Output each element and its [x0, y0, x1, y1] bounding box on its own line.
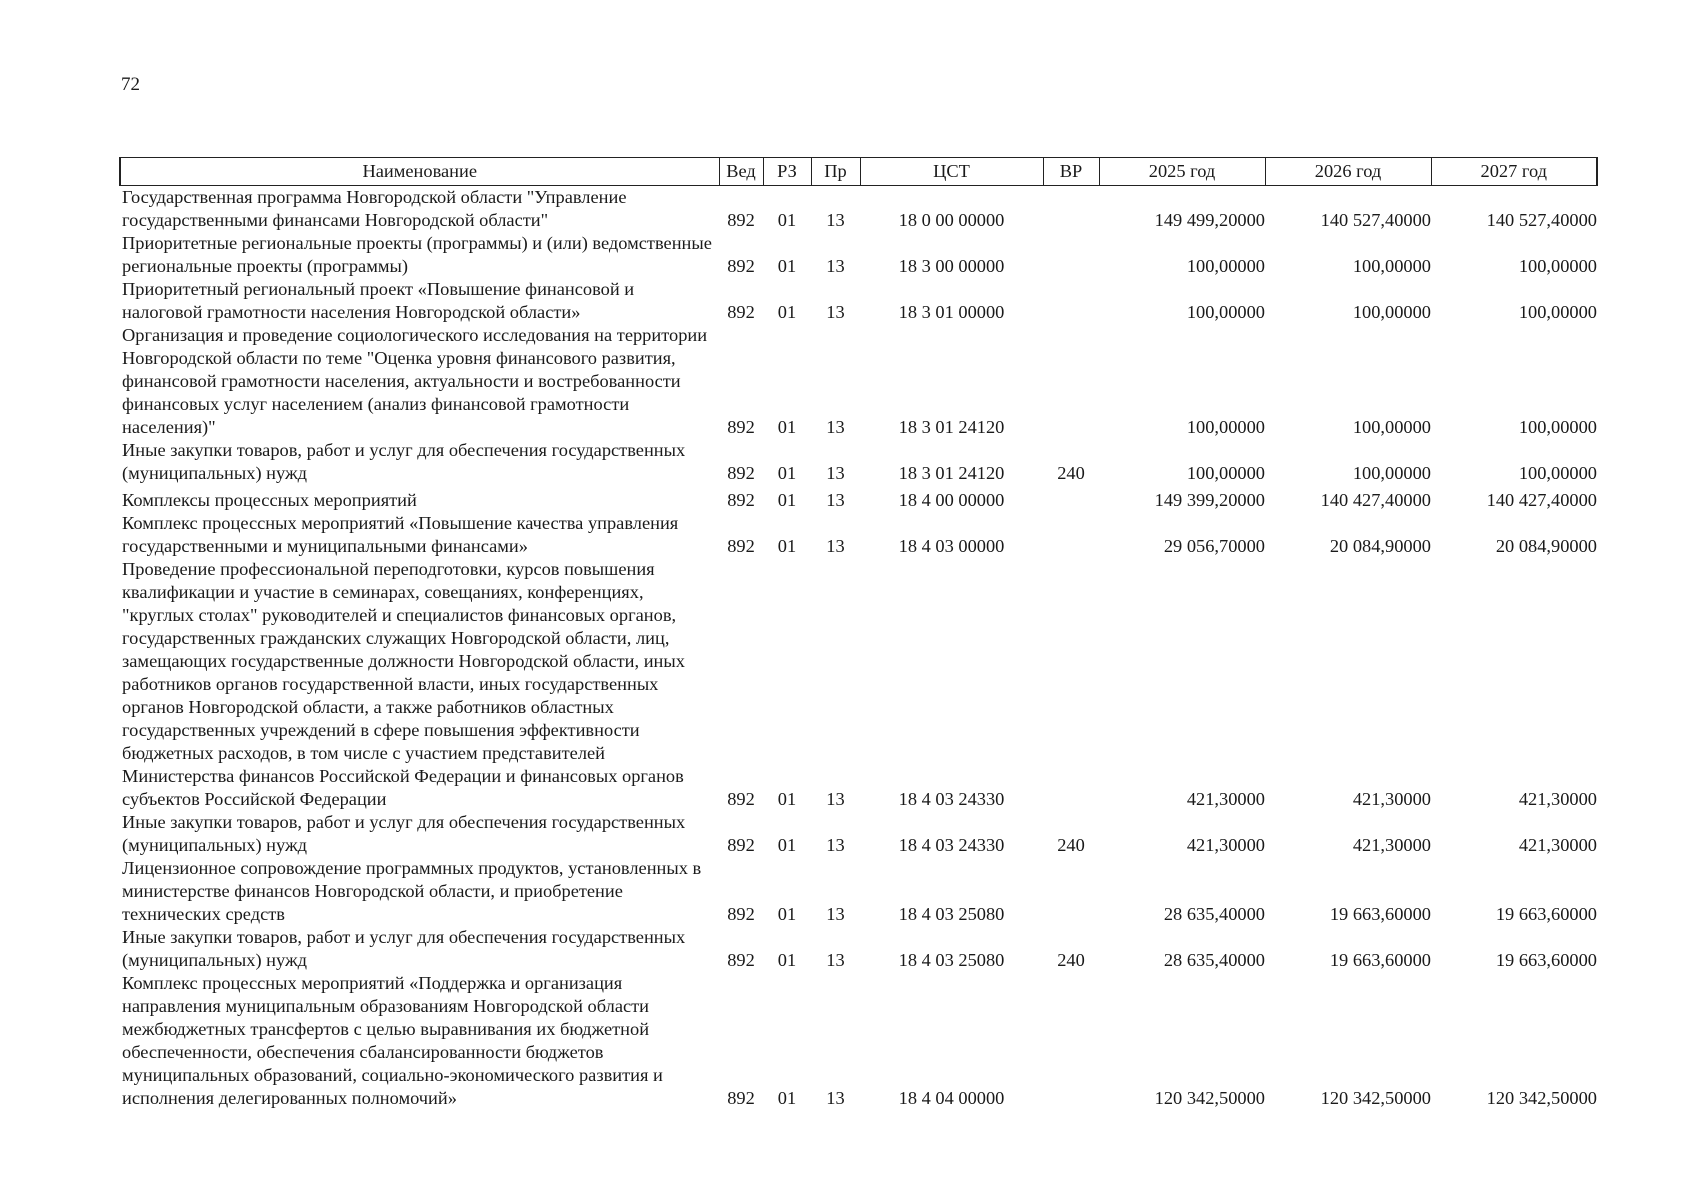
cell-name: Комплексы процессных мероприятий — [122, 490, 417, 510]
cell-pr: 13 — [826, 904, 845, 924]
header-2025: 2025 год — [1099, 158, 1265, 186]
cell-vr — [1043, 485, 1099, 512]
cell-2026: 100,00000 — [1352, 463, 1431, 483]
cell-pr: 13 — [826, 835, 845, 855]
cell-rz: 01 — [777, 417, 797, 437]
cell-2027: 19 663,60000 — [1495, 950, 1597, 970]
cell-vr — [1043, 232, 1099, 278]
cell-2026: 140 427,40000 — [1320, 490, 1431, 510]
table-row — [120, 972, 1597, 1110]
table-row — [120, 232, 1597, 278]
table-row — [120, 811, 1597, 857]
header-pr: Пр — [811, 158, 860, 186]
header-2026: 2026 год — [1265, 158, 1431, 186]
cell-vr — [1043, 278, 1099, 324]
cell-2026: 19 663,60000 — [1329, 950, 1431, 970]
cell-2027: 421,30000 — [1518, 835, 1597, 855]
cell-name: Иные закупки товаров, работ и услуг для обеспечения государственных (муниципальных) нужд — [122, 812, 686, 855]
cell-rz: 01 — [777, 463, 797, 483]
header-name: Наименование — [120, 158, 719, 186]
table-row — [120, 926, 1597, 972]
cell-2026: 421,30000 — [1352, 789, 1431, 809]
cell-vr — [1043, 558, 1099, 811]
cell-pr: 13 — [826, 256, 845, 276]
cell-2026: 20 084,90000 — [1329, 536, 1431, 556]
cell-rz: 01 — [777, 256, 797, 276]
cell-2027: 100,00000 — [1518, 463, 1597, 483]
cell-pr: 13 — [826, 463, 845, 483]
cell-ved: 892 — [727, 210, 755, 230]
cell-cst: 18 4 03 24330 — [898, 789, 1005, 809]
table-row — [120, 186, 1597, 233]
cell-ved: 892 — [727, 904, 755, 924]
cell-vr: 240 — [1057, 463, 1085, 483]
cell-rz: 01 — [777, 904, 797, 924]
cell-rz: 01 — [777, 1088, 797, 1108]
table-row — [120, 485, 1597, 512]
cell-name: Организация и проведение социологического исследования на территории Новгородской области по теме "Оценка уровня финансового развития, финансовой грамотности населения, актуальности и востребованности финансовых услуг населением (анализ финансовой грамотности населения)" — [122, 325, 708, 437]
cell-cst: 18 4 03 25080 — [898, 950, 1005, 970]
cell-name: Приоритетный региональный проект «Повышение финансовой и налоговой грамотности населения Новгородской области» — [122, 279, 635, 322]
cell-rz: 01 — [777, 210, 797, 230]
cell-2025: 100,00000 — [1186, 256, 1265, 276]
cell-2026: 421,30000 — [1352, 835, 1431, 855]
cell-2025: 120 342,50000 — [1154, 1088, 1265, 1108]
table-row — [120, 558, 1597, 811]
cell-cst: 18 3 01 24120 — [898, 417, 1005, 437]
cell-vr: 240 — [1057, 950, 1085, 970]
cell-2027: 100,00000 — [1518, 302, 1597, 322]
cell-name: Комплекс процессных мероприятий «Поддержка и организация направления муниципальным образованиям Новгородской области межбюджетных трансфертов с целью выравнивания их бюджетной обеспеченности, обеспечения сбалансированности бюджетов муниципальных образований, социально-экономического развития и исполнения делегированных полномочий» — [122, 973, 663, 1108]
cell-2025: 100,00000 — [1186, 463, 1265, 483]
cell-vr — [1043, 972, 1099, 1110]
header-cst: ЦСТ — [860, 158, 1043, 186]
cell-2027: 421,30000 — [1518, 789, 1597, 809]
cell-vr — [1043, 857, 1099, 926]
cell-pr: 13 — [826, 1088, 845, 1108]
table-row — [120, 439, 1597, 485]
cell-2025: 421,30000 — [1186, 835, 1265, 855]
table-body — [120, 186, 1597, 1111]
cell-ved: 892 — [727, 536, 755, 556]
cell-ved: 892 — [727, 1088, 755, 1108]
cell-name: Иные закупки товаров, работ и услуг для обеспечения государственных (муниципальных) нужд — [122, 927, 686, 970]
cell-2027: 140 427,40000 — [1486, 490, 1597, 510]
cell-vr — [1043, 512, 1099, 558]
cell-ved: 892 — [727, 789, 755, 809]
cell-2027: 120 342,50000 — [1486, 1088, 1597, 1108]
page-number: 72 — [121, 74, 140, 95]
cell-name: Проведение профессиональной переподготовки, курсов повышения квалификации и участие в семинарах, совещаниях, конференциях, "круглых столах" руководителей и специалистов финансовых органов, государственных гражданских служащих Новгородской области, лиц, замещающих государственные должности Новгородской области, иных работников органов государственной власти, иных государственных органов Новгородской области, а также работников областных государственных учреждений в сфере повышения эффективности бюджетных расходов, в том числе с участием представителей Министерства финансов Российской Федерации и финансовых органов субъектов Российской Федерации — [122, 559, 685, 809]
cell-rz: 01 — [777, 950, 797, 970]
cell-2026: 100,00000 — [1352, 256, 1431, 276]
cell-cst: 18 3 01 00000 — [898, 302, 1005, 322]
cell-2026: 100,00000 — [1352, 302, 1431, 322]
cell-2025: 421,30000 — [1186, 789, 1265, 809]
cell-pr: 13 — [826, 417, 845, 437]
cell-pr: 13 — [826, 950, 845, 970]
cell-2027: 20 084,90000 — [1495, 536, 1597, 556]
cell-rz: 01 — [777, 490, 797, 510]
table-header — [120, 158, 1597, 186]
cell-2027: 100,00000 — [1518, 417, 1597, 437]
cell-rz: 01 — [777, 302, 797, 322]
cell-name: Государственная программа Новгородской области "Управление государственными финансами Новгородской области" — [122, 187, 627, 230]
cell-2025: 28 635,40000 — [1163, 904, 1265, 924]
cell-rz: 01 — [777, 789, 797, 809]
cell-2025: 149 399,20000 — [1154, 490, 1265, 510]
table-row — [120, 857, 1597, 926]
cell-ved: 892 — [727, 950, 755, 970]
cell-name: Иные закупки товаров, работ и услуг для обеспечения государственных (муниципальных) нужд — [122, 440, 686, 483]
cell-cst: 18 3 01 24120 — [898, 463, 1005, 483]
cell-name: Лицензионное сопровождение программных продуктов, установленных в министерстве финансов Новгородской области, и приобретение технических средств — [122, 858, 702, 924]
cell-vr — [1043, 324, 1099, 439]
cell-ved: 892 — [727, 256, 755, 276]
cell-2025: 29 056,70000 — [1163, 536, 1265, 556]
cell-2025: 149 499,20000 — [1154, 210, 1265, 230]
cell-2026: 140 527,40000 — [1320, 210, 1431, 230]
cell-ved: 892 — [727, 302, 755, 322]
table-row — [120, 324, 1597, 439]
table-row — [120, 512, 1597, 558]
cell-ved: 892 — [727, 417, 755, 437]
cell-name: Комплекс процессных мероприятий «Повышение качества управления государственными и муниципальными финансами» — [122, 513, 679, 556]
cell-pr: 13 — [826, 490, 845, 510]
cell-2027: 19 663,60000 — [1495, 904, 1597, 924]
cell-name: Приоритетные региональные проекты (программы) и (или) ведомственные региональные проекты (программы) — [122, 233, 712, 276]
cell-2026: 19 663,60000 — [1329, 904, 1431, 924]
cell-cst: 18 4 03 25080 — [898, 904, 1005, 924]
cell-rz: 01 — [777, 536, 797, 556]
cell-2025: 100,00000 — [1186, 417, 1265, 437]
cell-ved: 892 — [727, 835, 755, 855]
cell-pr: 13 — [826, 789, 845, 809]
cell-cst: 18 4 03 24330 — [898, 835, 1005, 855]
cell-cst: 18 3 00 00000 — [898, 256, 1005, 276]
cell-pr: 13 — [826, 302, 845, 322]
cell-ved: 892 — [727, 463, 755, 483]
cell-pr: 13 — [826, 210, 845, 230]
cell-cst: 18 4 00 00000 — [898, 490, 1005, 510]
cell-cst: 18 4 03 00000 — [898, 536, 1005, 556]
budget-table — [119, 157, 1598, 1110]
header-vr: ВР — [1043, 158, 1099, 186]
header-ved: Вед — [719, 158, 763, 186]
cell-pr: 13 — [826, 536, 845, 556]
cell-vr — [1043, 186, 1099, 233]
cell-ved: 892 — [727, 490, 755, 510]
cell-vr: 240 — [1057, 835, 1085, 855]
cell-2027: 140 527,40000 — [1486, 210, 1597, 230]
cell-2025: 100,00000 — [1186, 302, 1265, 322]
cell-cst: 18 4 04 00000 — [898, 1088, 1005, 1108]
cell-2026: 100,00000 — [1352, 417, 1431, 437]
cell-2026: 120 342,50000 — [1320, 1088, 1431, 1108]
cell-rz: 01 — [777, 835, 797, 855]
cell-2027: 100,00000 — [1518, 256, 1597, 276]
header-2027: 2027 год — [1431, 158, 1597, 186]
cell-2025: 28 635,40000 — [1163, 950, 1265, 970]
header-rz: РЗ — [763, 158, 811, 186]
table-row — [120, 278, 1597, 324]
cell-cst: 18 0 00 00000 — [898, 210, 1005, 230]
